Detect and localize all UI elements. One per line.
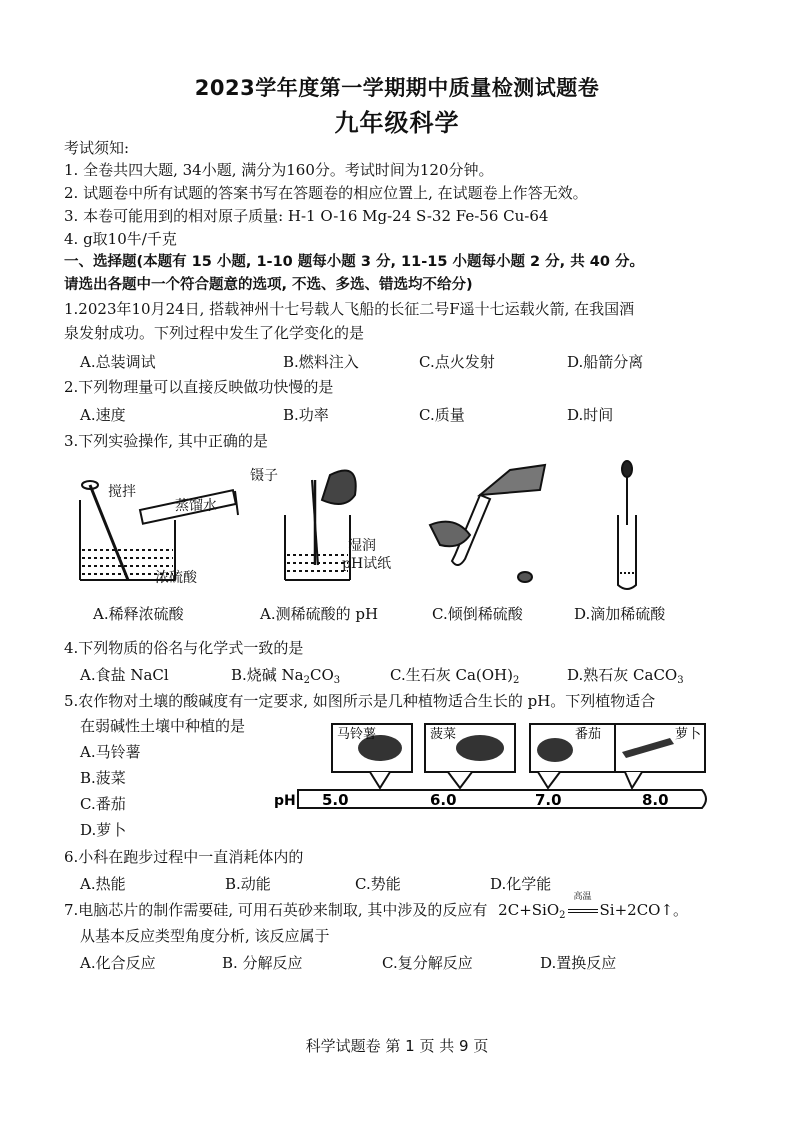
q1-option-d: D.船箭分离 bbox=[567, 353, 644, 371]
fig-label-wet: 湿润 bbox=[348, 538, 376, 554]
notice-item-4: 4. g取10牛/千克 bbox=[64, 230, 177, 248]
q1-option-c: C.点火发射 bbox=[419, 353, 495, 371]
q2-stem: 2.下列物理量可以直接反映做功快慢的是 bbox=[64, 378, 334, 396]
q7-option-d: D.置换反应 bbox=[540, 954, 617, 972]
q6-option-b: B.动能 bbox=[225, 875, 271, 893]
q2-option-a: A.速度 bbox=[80, 406, 126, 424]
notice-heading: 考试须知: bbox=[64, 139, 130, 157]
plant-label-radish: 萝卜 bbox=[675, 727, 702, 742]
q4-option-c: C.生石灰 $Ca(OH)_2$ bbox=[390, 666, 520, 686]
fig-label-stir: 搅拌 bbox=[108, 484, 136, 500]
q5-option-b: B.菠菜 bbox=[80, 769, 126, 787]
q4-option-a: A.食盐 NaCl bbox=[80, 666, 169, 684]
exam-subject: 九年级科学 bbox=[334, 109, 460, 137]
fig-c-pour bbox=[430, 465, 545, 582]
q7-stem-line1: 7.电脑芯片的制作需要硅, 可用石英砂来制取, 其中涉及的反应有 2C+SiO$_2$ 高温 Si+2CO↑。 bbox=[64, 899, 688, 921]
tomato-image bbox=[537, 738, 573, 762]
q2-option-d: D.时间 bbox=[567, 406, 614, 424]
plant-label-tomato: 番茄 bbox=[575, 727, 602, 742]
q6-stem: 6.小科在跑步过程中一直消耗体内的 bbox=[64, 848, 304, 866]
q6-option-d: D.化学能 bbox=[490, 875, 552, 893]
fig-label-acid: 浓硫酸 bbox=[155, 570, 197, 586]
q7-option-c: C.复分解反应 bbox=[382, 954, 473, 972]
q7-stem-line2: 从基本反应类型角度分析, 该反应属于 bbox=[80, 927, 330, 945]
q2-option-c: C.质量 bbox=[419, 406, 465, 424]
q1-stem-line1: 1.2023年10月24日, 搭载神州十七号载人飞船的长征二号F遥十七运载火箭, 在我国酒 bbox=[64, 300, 635, 318]
q5-stem-line2: 在弱碱性土壤中种植的是 bbox=[80, 717, 246, 735]
q3-stem: 3.下列实验操作, 其中正确的是 bbox=[64, 432, 268, 450]
ph-chart bbox=[270, 720, 720, 820]
q1-option-b: B.燃料注入 bbox=[283, 353, 359, 371]
q7-option-b: B. 分解反应 bbox=[222, 954, 303, 972]
notice-item-3: 3. 本卷可能用到的相对原子质量: H-1 O-16 Mg-24 S-32 Fe-56 Cu-64 bbox=[64, 207, 549, 225]
ph-tick-7: 7.0 bbox=[535, 791, 562, 809]
ph-tick-6: 6.0 bbox=[430, 791, 457, 809]
q3-option-a: A.稀释浓硫酸 bbox=[93, 605, 184, 623]
ph-axis-label: pH bbox=[274, 793, 296, 809]
q6-option-a: A.热能 bbox=[80, 875, 126, 893]
q4-option-b: B.烧碱 $Na_2CO_3$ bbox=[231, 666, 341, 686]
q1-stem-line2: 泉发射成功。下列过程中发生了化学变化的是 bbox=[64, 324, 365, 342]
q3-option-c: C.倾倒稀硫酸 bbox=[432, 605, 523, 623]
q6-option-c: C.势能 bbox=[355, 875, 401, 893]
exam-title: 2023学年度第一学期期中质量检测试题卷 bbox=[194, 76, 600, 100]
q7-option-a: A.化合反应 bbox=[80, 954, 156, 972]
radish-image bbox=[622, 738, 674, 758]
spinach-image bbox=[456, 735, 504, 761]
q1-option-a: A.总装调试 bbox=[80, 353, 156, 371]
q4-option-d: D.熟石灰 CaCO$_3$ bbox=[567, 666, 684, 686]
fig-d-drop bbox=[618, 461, 636, 589]
ph-tick-8: 8.0 bbox=[642, 791, 669, 809]
q2-option-b: B.功率 bbox=[283, 406, 329, 424]
ph-tick-5: 5.0 bbox=[322, 791, 349, 809]
reaction-condition: 高温 bbox=[573, 892, 592, 902]
q5-option-c: C.番茄 bbox=[80, 795, 126, 813]
q3-option-a2: A.测稀硫酸的 pH bbox=[260, 605, 379, 623]
q4-stem: 4.下列物质的俗名与化学式一致的是 bbox=[64, 639, 304, 657]
fig-label-tweezers: 镊子 bbox=[250, 468, 278, 484]
notice-item-2: 2. 试题卷中所有试题的答案书写在答题卷的相应位置上, 在试题卷上作答无效。 bbox=[64, 184, 588, 202]
q5-option-a: A.马铃薯 bbox=[80, 743, 141, 761]
plant-label-potato: 马铃薯 bbox=[337, 727, 377, 742]
plant-label-spinach: 菠菜 bbox=[430, 727, 457, 742]
fig-label-paper: pH试纸 bbox=[342, 556, 392, 572]
q5-option-d: D.萝卜 bbox=[80, 821, 127, 839]
notice-item-1: 1. 全卷共四大题, 34小题, 满分为160分。考试时间为120分钟。 bbox=[64, 161, 494, 179]
page-footer: 科学试题卷 第 1 页 共 9 页 bbox=[305, 1037, 489, 1055]
q5-stem-line1: 5.农作物对土壤的酸碱度有一定要求, 如图所示是几种植物适合生长的 pH。下列植物适合 bbox=[64, 692, 656, 710]
section-heading: 一、选择题(本题有 15 小题, 1-10 题每小题 3 分, 11-15 小题每小题 2 分, 共 40 分。 bbox=[64, 254, 644, 270]
section-instruction: 请选出各题中一个符合题意的选项, 不选、多选、错选均不给分) bbox=[64, 277, 473, 293]
q3-option-d: D.滴加稀硫酸 bbox=[574, 605, 666, 623]
fig-label-water: 蒸馏水 bbox=[175, 498, 217, 514]
